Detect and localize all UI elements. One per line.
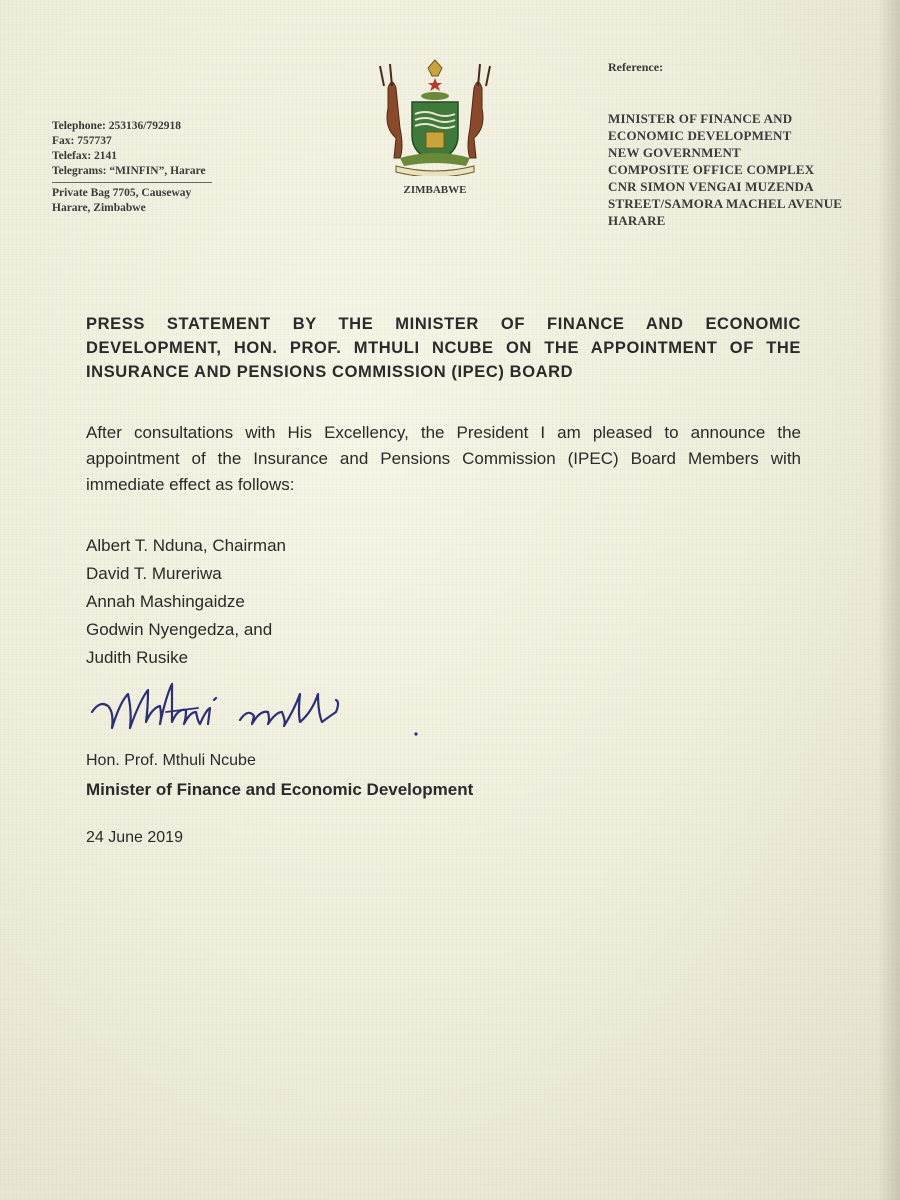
- telephone-line: Telephone: 253136/792918: [52, 120, 181, 132]
- press-statement-heading: PRESS STATEMENT BY THE MINISTER OF FINANCE AND ECONOMIC DEVELOPMENT, HON. PROF. MTHULI NCUBE ON THE APPOINTMENT OF THE INSURANCE AND PENSIONS COMMISSION (IPEC) BOARD: [86, 315, 801, 381]
- contact-divider: [52, 182, 212, 183]
- page-edge-shadow: [878, 0, 900, 1200]
- address-line: HARARE: [608, 213, 666, 228]
- address-line: MINISTER OF FINANCE AND: [608, 111, 793, 126]
- handwritten-signature: [90, 672, 430, 742]
- list-item: Judith Rusike: [86, 648, 189, 667]
- statement-date: 24 June 2019: [86, 829, 183, 846]
- contact-details: [52, 119, 212, 216]
- address-line: COMPOSITE OFFICE COMPLEX: [608, 162, 815, 177]
- signer-name: Hon. Prof. Mthuli Ncube: [86, 752, 256, 769]
- reference-label: Reference:: [608, 60, 664, 74]
- telefax-line: Telefax: 2141: [52, 150, 118, 162]
- list-item: Albert T. Nduna, Chairman: [86, 536, 287, 555]
- city-line: Harare, Zimbabwe: [52, 202, 146, 214]
- address-line: STREET/SAMORA MACHEL AVENUE: [608, 196, 843, 211]
- address-line: CNR SIMON VENGAI MUZENDA: [608, 179, 814, 194]
- fax-line: Fax: 757737: [52, 135, 112, 147]
- statement-body: After consultations with His Excellency, the President I am pleased to announce the appointment of the Insurance and Pensions Commission (IPEC) Board Members with immediate effect as follows:: [86, 423, 801, 494]
- country-name: ZIMBABWE: [403, 184, 467, 196]
- ministry-address: [608, 110, 842, 229]
- address-line: NEW GOVERNMENT: [608, 145, 741, 160]
- zimbabwe-coat-of-arms-icon: [370, 58, 500, 176]
- address-line: ECONOMIC DEVELOPMENT: [608, 128, 792, 143]
- list-item: Annah Mashingaidze: [86, 592, 245, 611]
- private-bag-line: Private Bag 7705, Causeway: [52, 187, 192, 199]
- board-members-list: [86, 532, 286, 672]
- signer-title: Minister of Finance and Economic Development: [86, 780, 474, 799]
- list-item: David T. Mureriwa: [86, 564, 222, 583]
- list-item: Godwin Nyengedza, and: [86, 620, 273, 639]
- telegrams-line: Telegrams: “MINFIN”, Harare: [52, 165, 206, 177]
